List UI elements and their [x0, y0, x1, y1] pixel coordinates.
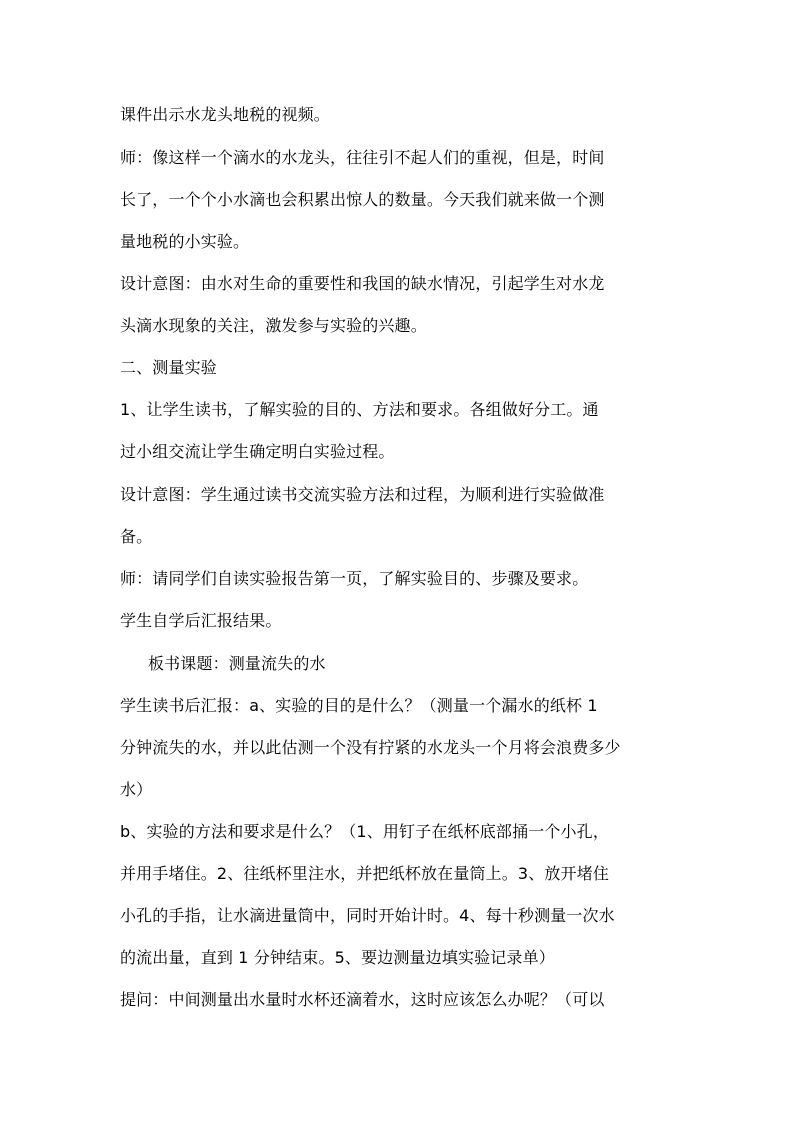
section-heading: 二、测量实验: [120, 358, 217, 377]
text-line: 师：请同学们自读实验报告第一页，了解实验目的、步骤及要求。: [120, 569, 589, 588]
text-line: 课件出示水龙头地税的视频。: [120, 105, 330, 124]
text-line: 1、让学生读书，了解实验的目的、方法和要求。各组做好分工。通: [120, 400, 599, 419]
text-line: 设计意图：由水对生命的重要性和我国的缺水情况，引起学生对水龙: [120, 274, 605, 293]
text-line: 水）: [120, 780, 153, 799]
text-line: 量地税的小实验。: [120, 232, 250, 251]
board-title-line: 板书课题：测量流失的水: [148, 654, 326, 673]
text-line: 小孔的手指，让水滴进量筒中，同时开始计时。4、每十秒测量一次水: [120, 906, 615, 925]
text-line: b、实验的方法和要求是什么？（1、用钉子在纸杯底部捅一个小孔，: [120, 822, 609, 841]
text-line: 过小组交流让学生确定明白实验过程。: [120, 442, 395, 461]
text-line: 的流出量，直到 1 分钟结束。5、要边测量边填实验记录单）: [120, 948, 555, 967]
text-line: 备。: [120, 527, 153, 546]
text-line: 设计意图：学生通过读书交流实验方法和过程，为顺利进行实验做准: [120, 485, 605, 504]
text-line: 分钟流失的水，并以此估测一个没有拧紧的水龙头一个月将会浪费多少: [120, 738, 621, 757]
text-line: 长了，一个个小水滴也会积累出惊人的数量。今天我们就来做一个测: [120, 190, 605, 209]
text-line: 学生读书后汇报：a、实验的目的是什么？（测量一个漏水的纸杯 1: [120, 696, 598, 715]
text-line: 头滴水现象的关注，激发参与实验的兴趣。: [120, 316, 427, 335]
text-line: 师：像这样一个滴水的水龙头，往往引不起人们的重视，但是，时间: [120, 148, 605, 167]
text-line: 提问：中间测量出水量时水杯还滴着水，这时应该怎么办呢？（可以: [120, 990, 605, 1009]
text-line: 学生自学后汇报结果。: [120, 611, 282, 630]
text-line: 并用手堵住。2、往纸杯里注水，并把纸杯放在量筒上。3、放开堵住: [120, 864, 610, 883]
